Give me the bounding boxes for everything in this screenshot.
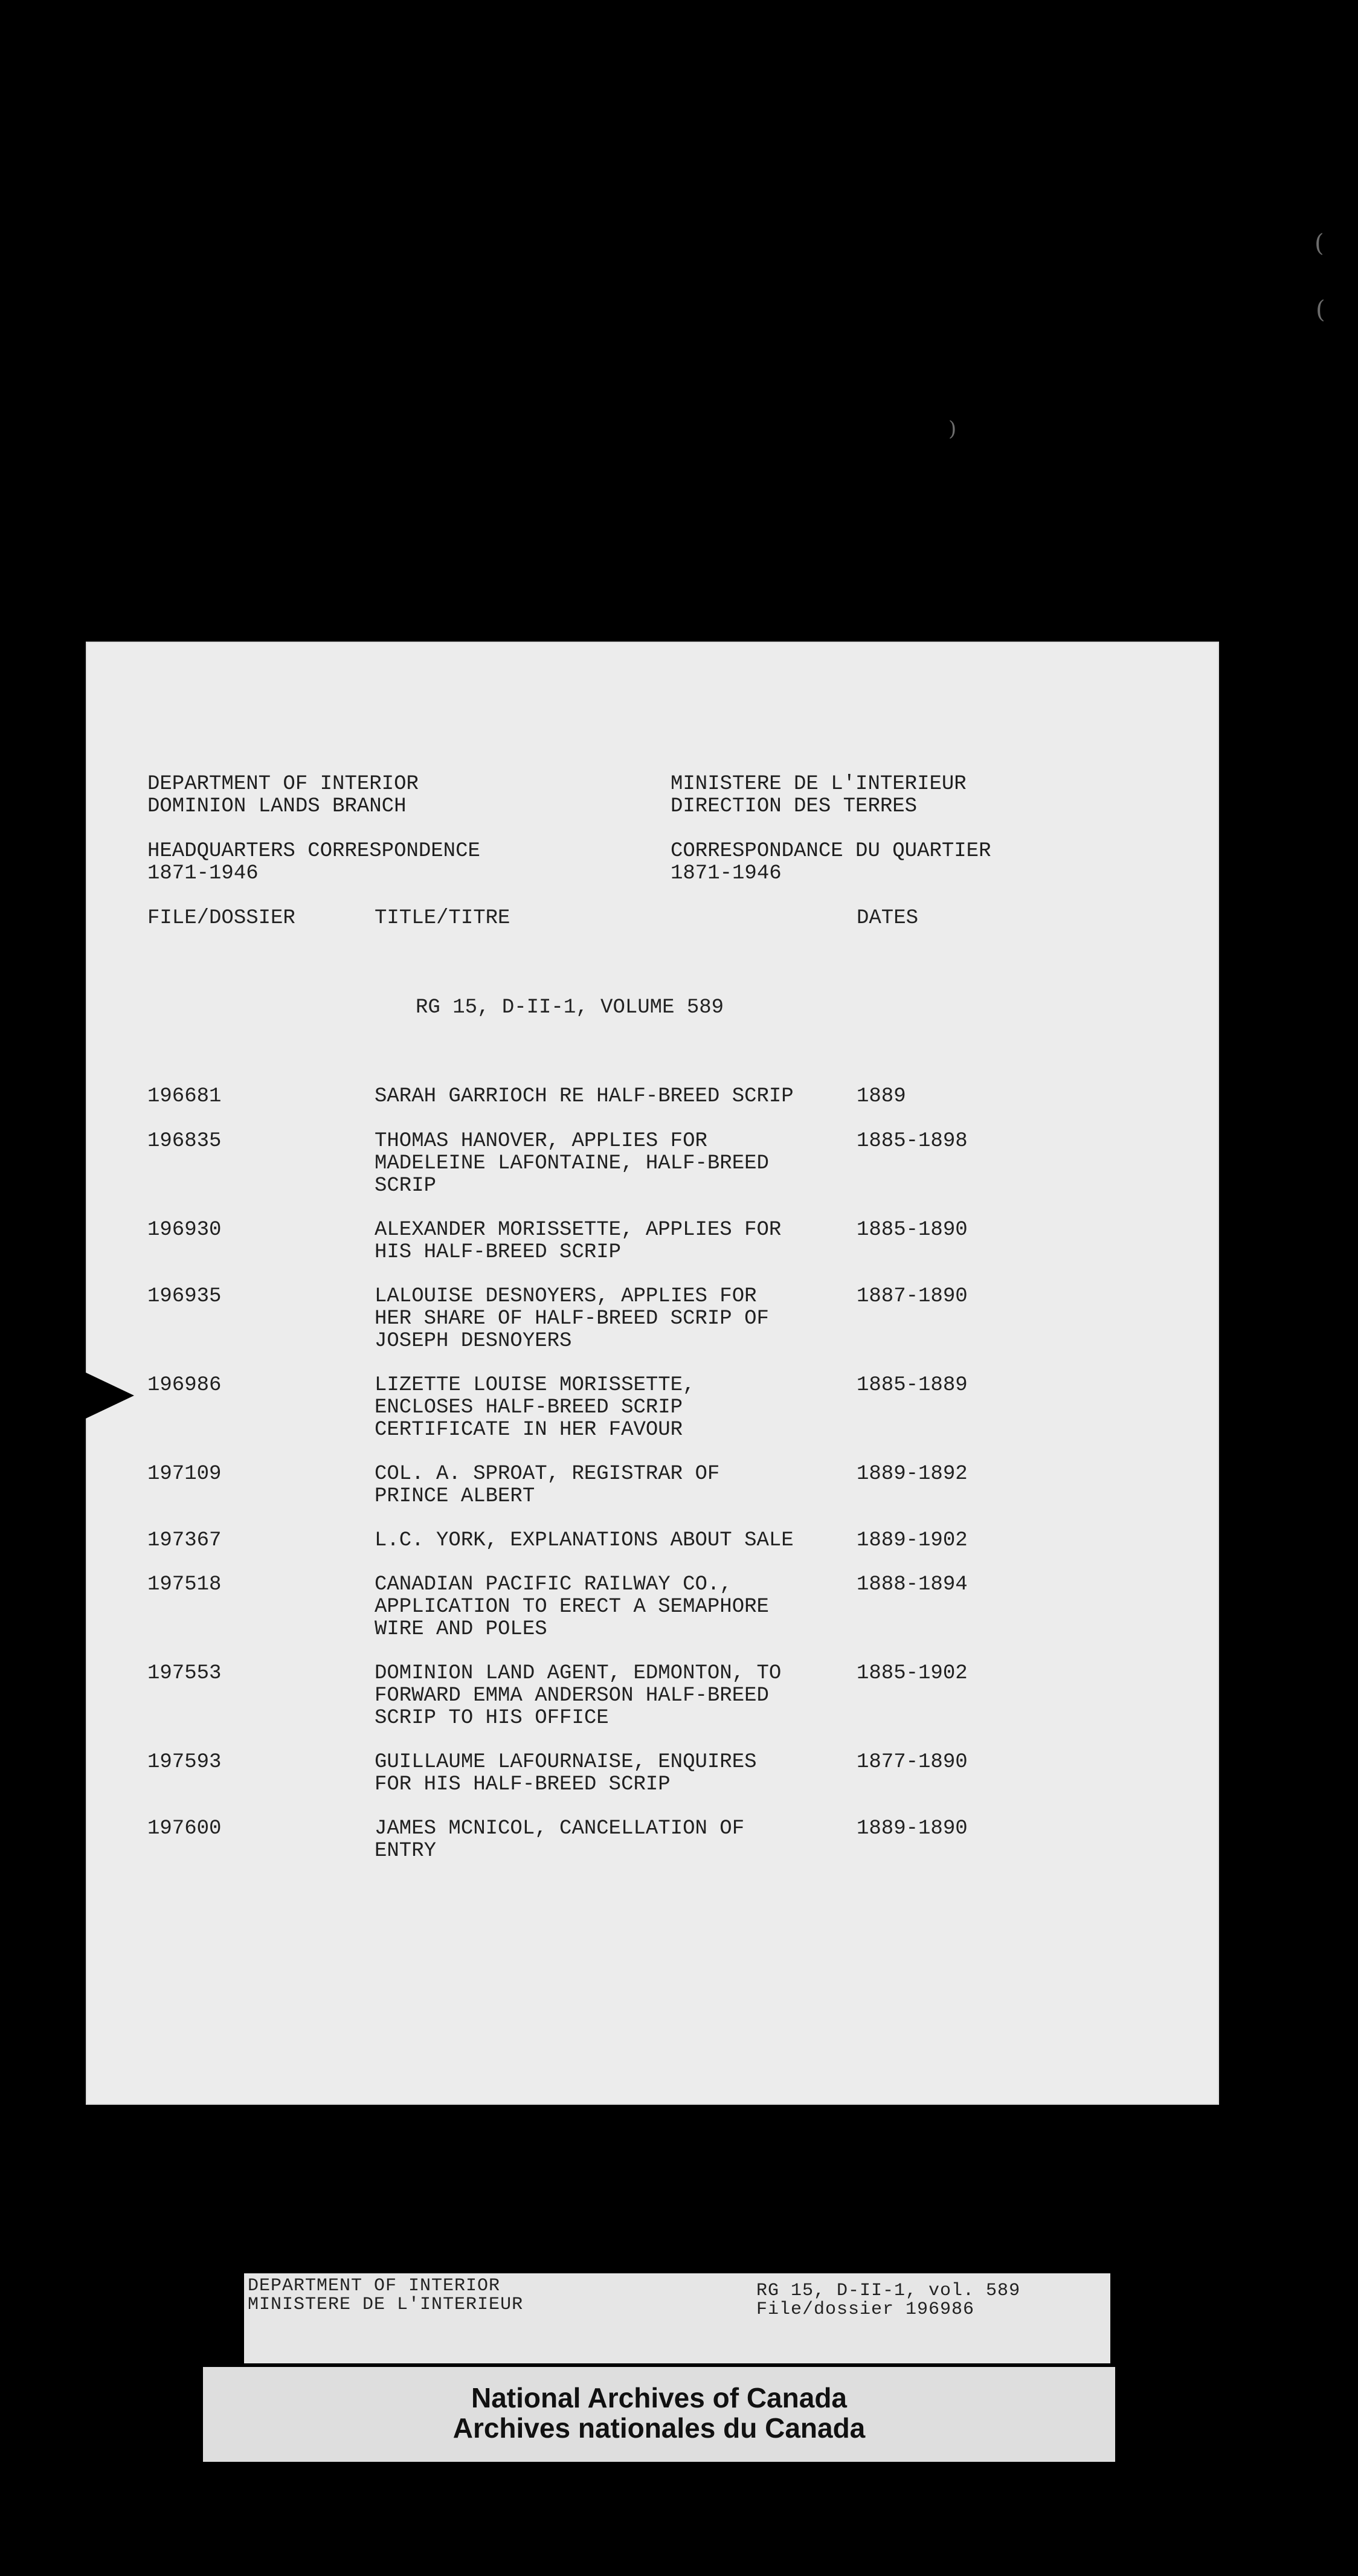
entry-dates: 1889 [857,1085,906,1108]
column-header-file: FILE/DOSSIER [147,907,295,930]
column-header-title: TITLE/TITRE [375,907,510,930]
file-number: 197518 [147,1573,222,1596]
film-mark: ) [948,417,957,441]
document-page [86,642,1219,2105]
file-number: 197367 [147,1529,222,1552]
entry-title: LALOUISE DESNOYERS, APPLIES FOR HER SHARE OF HALF-BREED SCRIP OF JOSEPH DESNOYERS [375,1285,769,1353]
entry-title: LIZETTE LOUISE MORISSETTE, ENCLOSES HALF-BREED SCRIP CERTIFICATE IN HER FAVOUR [375,1374,695,1441]
header-left-line3: HEADQUARTERS CORRESPONDENCE [147,840,480,863]
target-pointer [86,1373,134,1418]
entry-dates: 1885-1889 [857,1374,968,1397]
header-left-line1: DEPARTMENT OF INTERIOR [147,773,419,796]
entry-title: ALEXANDER MORISSETTE, APPLIES FOR HIS HALF-BREED SCRIP [375,1219,782,1264]
header-right-line4: 1871-1946 [671,862,782,885]
header-right-line3: CORRESPONDANCE DU QUARTIER [671,840,991,863]
label-department: DEPARTMENT OF INTERIOR [248,2276,501,2296]
film-mark: ( [1316,296,1325,324]
entry-dates: 1877-1890 [857,1751,968,1774]
entry-dates: 1887-1890 [857,1285,968,1308]
header-left-line4: 1871-1946 [147,862,259,885]
label-file-dossier: File/dossier 196986 [756,2299,975,2320]
header-right-line1: MINISTERE DE L'INTERIEUR [671,773,967,796]
file-number: 196986 [147,1374,222,1397]
entry-title: L.C. YORK, EXPLANATIONS ABOUT SALE [375,1529,794,1552]
entry-dates: 1885-1890 [857,1219,968,1241]
file-number: 196930 [147,1219,222,1241]
entry-title: GUILLAUME LAFOURNAISE, ENQUIRES FOR HIS HALF-BREED SCRIP [375,1751,757,1796]
entry-dates: 1888-1894 [857,1573,968,1596]
film-mark: ( [1315,230,1324,257]
label-volume: RG 15, D-II-1, vol. 589 [756,2281,1021,2301]
label-ministere: MINISTERE DE L'INTERIEUR [248,2294,524,2315]
file-number: 196681 [147,1085,222,1108]
entry-title: COL. A. SPROAT, REGISTRAR OF PRINCE ALBERT [375,1463,720,1508]
file-number: 197109 [147,1463,222,1486]
entry-dates: 1889-1892 [857,1463,968,1486]
entry-dates: 1885-1898 [857,1130,968,1153]
header-left-line2: DOMINION LANDS BRANCH [147,795,407,818]
archives-label [203,2367,1115,2462]
entry-dates: 1889-1890 [857,1817,968,1840]
entry-dates: 1889-1902 [857,1529,968,1552]
file-number: 196935 [147,1285,222,1308]
header-right-line2: DIRECTION DES TERRES [671,795,918,818]
archives-name-english: National Archives of Canada [471,2382,847,2413]
entry-title: JAMES MCNICOL, CANCELLATION OF ENTRY [375,1817,745,1863]
entry-title: THOMAS HANOVER, APPLIES FOR MADELEINE LAFONTAINE, HALF-BREED SCRIP [375,1130,769,1197]
volume-heading: RG 15, D-II-1, VOLUME 589 [416,996,724,1019]
entry-title: CANADIAN PACIFIC RAILWAY CO., APPLICATION TO ERECT A SEMAPHORE WIRE AND POLES [375,1573,769,1641]
entry-title: SARAH GARRIOCH RE HALF-BREED SCRIP [375,1085,794,1108]
entry-title: DOMINION LAND AGENT, EDMONTON, TO FORWARD EMMA ANDERSON HALF-BREED SCRIP TO HIS OFFICE [375,1662,782,1730]
column-header-dates: DATES [857,907,919,930]
archives-name-french: Archives nationales du Canada [452,2412,866,2444]
file-number: 197593 [147,1751,222,1774]
entry-dates: 1885-1902 [857,1662,968,1685]
file-number: 197553 [147,1662,222,1685]
film-label-reference [244,2273,1110,2363]
label-right-text [756,2282,1020,2319]
file-number: 197600 [147,1817,222,1840]
file-number: 196835 [147,1130,222,1153]
label-left-text [248,2277,523,2314]
